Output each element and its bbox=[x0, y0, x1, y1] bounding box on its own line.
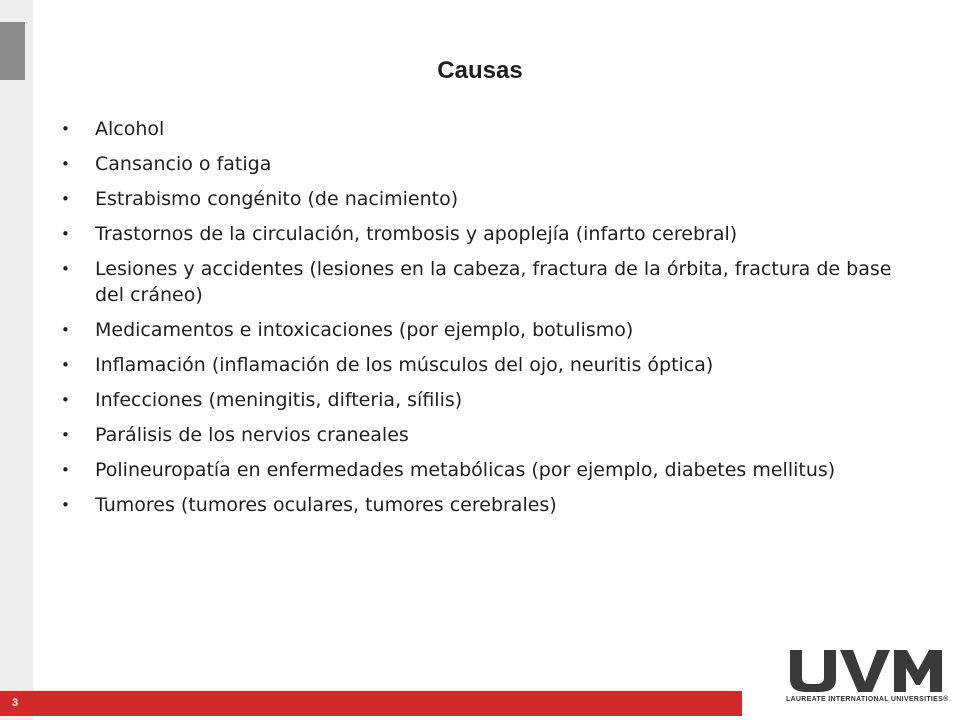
slide-title: Causas bbox=[437, 57, 523, 84]
footer-bar bbox=[0, 691, 742, 716]
bullet-icon: • bbox=[61, 461, 70, 479]
uvm-logo bbox=[786, 648, 949, 712]
bullet-text: Tumores (tumores oculares, tumores cerebrales) bbox=[95, 494, 557, 516]
bullet-text: Medicamentos e intoxicaciones (por ejemplo, botulismo) bbox=[95, 319, 634, 341]
list-item bbox=[61, 317, 921, 343]
bullet-text: Infecciones (meningitis, difteria, sífilis) bbox=[95, 389, 463, 411]
list-item bbox=[61, 116, 921, 142]
bullet-text: Parálisis de los nervios craneales bbox=[95, 424, 409, 446]
bullet-icon: • bbox=[61, 155, 70, 173]
bullet-icon: • bbox=[61, 120, 70, 138]
list-item bbox=[61, 387, 921, 413]
list-item bbox=[61, 422, 921, 448]
bullet-icon: • bbox=[61, 391, 70, 409]
list-item bbox=[61, 492, 921, 518]
list-item bbox=[61, 256, 921, 308]
logo-tagline: LAUREATE INTERNATIONAL UNIVERSITIES® bbox=[786, 696, 949, 703]
bullet-list bbox=[61, 116, 921, 527]
bullet-text: Estrabismo congénito (de nacimiento) bbox=[95, 188, 459, 210]
left-strip bbox=[0, 0, 33, 720]
bullet-text: Polineuropatía en enfermedades metabólicas (por ejemplo, diabetes mellitus) bbox=[95, 459, 836, 481]
list-item bbox=[61, 221, 921, 247]
bullet-text: Trastornos de la circulación, trombosis y apoplejía (infarto cerebral) bbox=[95, 223, 738, 245]
bullet-icon: • bbox=[61, 321, 70, 339]
list-item bbox=[61, 186, 921, 212]
bullet-text: Cansancio o fatiga bbox=[95, 153, 272, 175]
bullet-icon: • bbox=[61, 356, 70, 374]
bullet-icon: • bbox=[61, 260, 70, 278]
bullet-icon: • bbox=[61, 496, 70, 514]
bullet-icon: • bbox=[61, 190, 70, 208]
list-item bbox=[61, 352, 921, 378]
bullet-icon: • bbox=[61, 426, 70, 444]
bullet-text: Inflamación (inflamación de los músculos del ojo, neuritis óptica) bbox=[95, 354, 714, 376]
page-number: 3 bbox=[12, 697, 19, 709]
list-item bbox=[61, 151, 921, 177]
bullet-text: Lesiones y accidentes (lesiones en la cabeza, fractura de la órbita, fractura de base del cráneo) bbox=[95, 258, 892, 306]
bullet-icon: • bbox=[61, 225, 70, 243]
list-item bbox=[61, 457, 921, 483]
bullet-text: Alcohol bbox=[95, 118, 165, 140]
uvm-logo-icon bbox=[786, 648, 944, 694]
